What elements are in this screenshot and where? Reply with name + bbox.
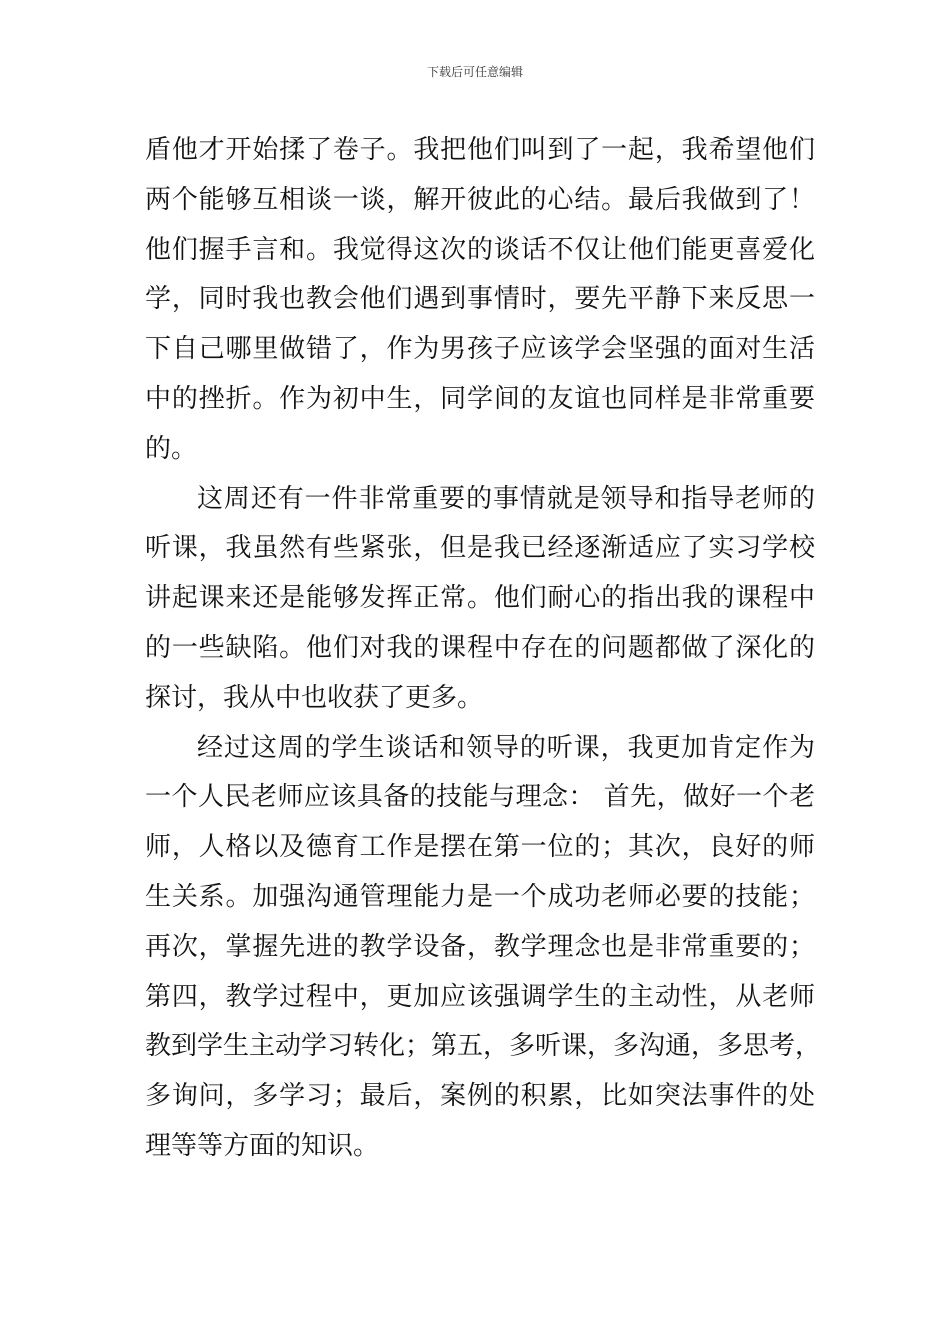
- text-line: 他们握手言和。我觉得这次的谈话不仅让他们能更喜爱化: [145, 234, 815, 265]
- text-line: 学，同时我也教会他们遇到事情时，要先平静下来反思一: [145, 284, 815, 315]
- text-line: 师，人格以及德育工作是摆在第一位的；其次，良好的师: [145, 832, 815, 863]
- paragraph-2: [145, 475, 815, 724]
- text-line: 探讨，我从中也收获了更多。: [145, 682, 484, 713]
- text-line: 下自己哪里做错了，作为男孩子应该学会坚强的面对生活: [145, 334, 815, 365]
- text-line: 第四，教学过程中，更加应该强调学生的主动性，从老师: [145, 981, 815, 1012]
- paragraph-1: [145, 126, 815, 475]
- paragraph-3: [145, 724, 822, 1172]
- text-line: 理等等方面的知识。: [145, 1130, 380, 1161]
- text-line: 这周还有一件非常重要的事情就是领导和指导老师的: [197, 483, 815, 514]
- text-line: 一个人民老师应该具备的技能与理念： 首先，做好一个老: [145, 782, 815, 813]
- text-line: 两个能够互相谈一谈，解开彼此的心结。最后我做到了！: [145, 184, 815, 215]
- document-body: [145, 126, 822, 1172]
- text-line: 经过这周的学生谈话和领导的听课，我更加肯定作为: [197, 732, 815, 763]
- page-header: 下载后可任意编辑: [426, 65, 523, 79]
- text-line: 生关系。加强沟通管理能力是一个成功老师必要的技能；: [145, 881, 815, 912]
- text-line: 盾他才开始揉了卷子。我把他们叫到了一起，我希望他们: [145, 135, 815, 165]
- text-line: 的。: [145, 433, 198, 464]
- text-line: 讲起课来还是能够发挥正常。他们耐心的指出我的课程中: [145, 583, 815, 614]
- text-line: 听课，我虽然有些紧张，但是我已经逐渐适应了实习学校: [145, 533, 815, 564]
- text-line: 中的挫折。作为初中生，同学间的友谊也同样是非常重要: [145, 383, 815, 414]
- text-line: 再次，掌握先进的教学设备，教学理念也是非常重要的；: [145, 931, 815, 962]
- text-line: 多询问，多学习；最后，案例的积累，比如突法事件的处: [145, 1081, 815, 1112]
- text-line: 的一些缺陷。他们对我的课程中存在的问题都做了深化的: [145, 632, 815, 663]
- text-line: 教到学生主动学习转化；第五，多听课，多沟通，多思考，: [145, 1031, 822, 1062]
